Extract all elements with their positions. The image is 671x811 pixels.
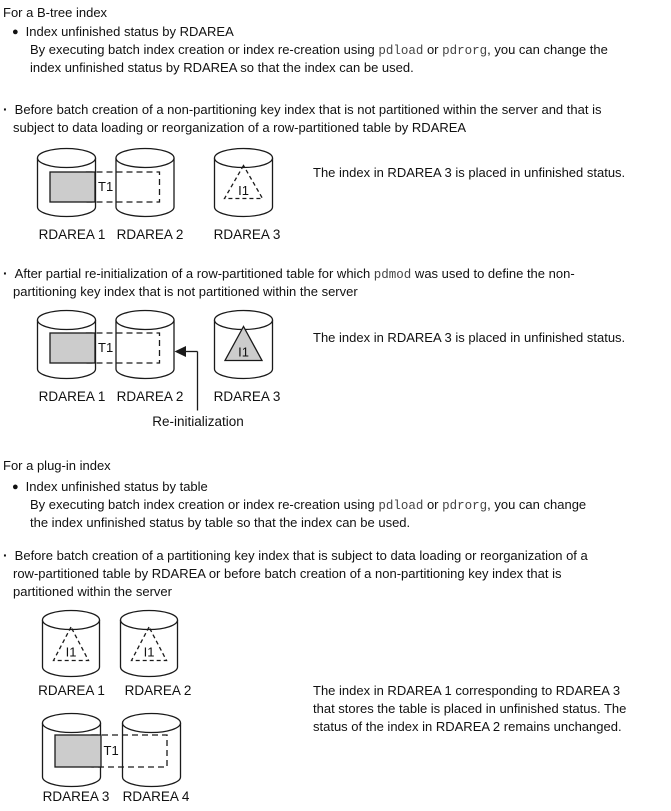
text-segment: By executing batch index creation or index re-creation using (30, 497, 379, 512)
filled-circle-bullet-icon: ● (12, 481, 19, 493)
rdarea2-label: RDAREA 2 (116, 227, 184, 242)
btree-item-title: Index unfinished status by RDAREA (25, 24, 234, 39)
btree-case1-line-2: subject to data loading or reorganization of a row-partitioned table by RDAREA (13, 120, 467, 135)
rdarea1-label: RDAREA 1 (38, 683, 105, 698)
table-data-partition-rect (50, 333, 95, 363)
plugin-item-title: Index unfinished status by table (25, 479, 208, 494)
diagram-plugin-index (0, 600, 340, 811)
diagram-btree-batch-creation (0, 145, 340, 245)
table-label: T1 (98, 179, 114, 194)
rdarea2-label: RDAREA 2 (124, 683, 192, 698)
rdarea3-label: RDAREA 3 (42, 789, 110, 804)
btree-body-line-1 (30, 41, 608, 60)
index-label: I1 (65, 644, 77, 660)
text-segment: or (423, 497, 443, 512)
command-pdrorg: pdrorg (442, 44, 488, 58)
filled-circle-bullet-icon: ● (12, 26, 19, 38)
index-label: I1 (238, 183, 249, 198)
cylinder-rdarea4-top (123, 714, 181, 733)
btree-case1-line-1 (3, 101, 601, 118)
dot-marker: · (3, 101, 8, 117)
btree-case2-line-1 (3, 265, 575, 284)
rdarea2-label: RDAREA 2 (116, 389, 184, 404)
rdarea1-label: RDAREA 1 (38, 389, 106, 404)
btree-body-line-2: index unfinished status by RDAREA so that the index can be used. (30, 60, 414, 75)
plugin-case-line-1 (3, 547, 588, 564)
diagram2-caption: The index in RDAREA 3 is placed in unfinished status. (313, 330, 626, 345)
text-segment: , you can change the (487, 42, 608, 57)
index-label: I1 (238, 344, 249, 360)
command-pdload: pdload (378, 44, 424, 58)
plugin-body-line-1 (30, 496, 586, 515)
command-pdmod: pdmod (373, 268, 412, 282)
text-segment: , you can change (487, 497, 587, 512)
caption-line-1: The index in RDAREA 1 corresponding to RDAREA 3 (313, 683, 621, 698)
text-segment: Before batch creation of a non-partitioning key index that is not partitioned within the server and that is (14, 102, 602, 117)
cylinder-rdarea1-top (43, 611, 100, 630)
plugin-case-line-2: row-partitioned table by RDAREA or before batch creation of a non-partitioning key index that is (13, 566, 562, 581)
plugin-body-line-2: the index unfinished status by table so that the index can be used. (30, 515, 411, 530)
text-segment: was used to define the non- (411, 266, 575, 281)
diagram3-caption (313, 682, 626, 736)
table-label: T1 (98, 340, 114, 355)
diagram1-caption: The index in RDAREA 3 is placed in unfinished status. (313, 165, 626, 180)
btree-item-line (12, 23, 234, 41)
text-segment: or (423, 42, 443, 57)
plugin-item-line (12, 478, 208, 496)
caption-line-2: that stores the table is placed in unfinished status. The (313, 701, 627, 716)
cylinder-rdarea1-top (38, 311, 96, 330)
command-pdload: pdload (378, 499, 424, 513)
text-segment: By executing batch index creation or index re-creation using (30, 42, 379, 57)
rdarea3-label: RDAREA 3 (213, 227, 281, 242)
text-segment: Before batch creation of a partitioning key index that is subject to data loading or reorganization of a (14, 548, 588, 563)
rdarea3-label: RDAREA 3 (213, 389, 281, 404)
plugin-heading: For a plug-in index (3, 458, 111, 473)
dot-marker: · (3, 265, 8, 281)
index-label: I1 (143, 644, 155, 660)
reinitialization-label: Re-initialization (152, 414, 244, 429)
rdarea1-label: RDAREA 1 (38, 227, 106, 242)
btree-heading: For a B-tree index (3, 5, 108, 20)
cylinder-rdarea2-top (116, 149, 174, 168)
command-pdrorg: pdrorg (442, 499, 488, 513)
btree-case2-line-2: partitioning key index that is not partitioned within the server (13, 284, 358, 299)
table-data-partition-rect (55, 735, 101, 767)
caption-line-3: status of the index in RDAREA 2 remains unchanged. (313, 719, 622, 734)
cylinder-rdarea2-top (121, 611, 178, 630)
reinit-arrowhead-icon (175, 346, 187, 357)
table-label: T1 (103, 743, 119, 758)
text-segment: After partial re-initialization of a row-partitioned table for which (14, 266, 374, 281)
cylinder-rdarea2-top (116, 311, 174, 330)
rdarea4-label: RDAREA 4 (122, 789, 190, 804)
cylinder-rdarea1-top (38, 149, 96, 168)
cylinder-rdarea3-top (43, 714, 101, 733)
dot-marker: · (3, 547, 8, 563)
plugin-case-line-3: partitioned within the server (13, 584, 172, 599)
table-data-partition-rect (50, 172, 95, 202)
diagram-btree-reinitialization (0, 305, 340, 435)
